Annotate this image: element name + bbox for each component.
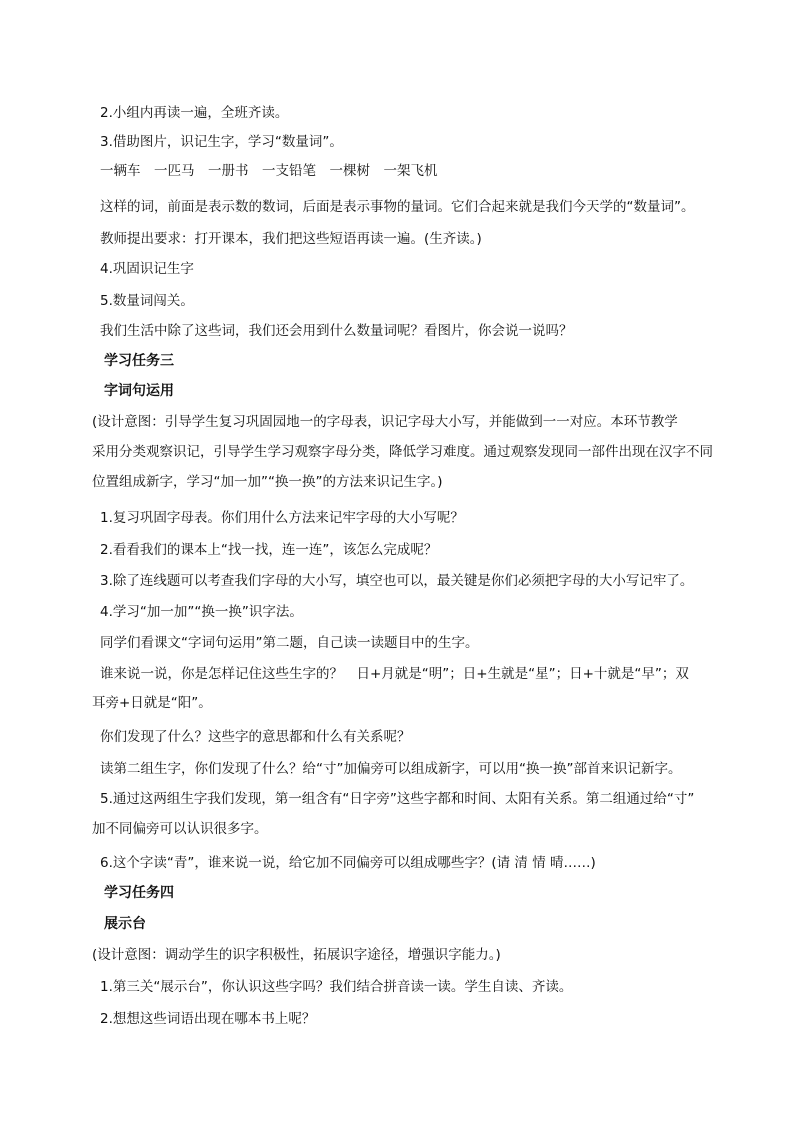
text-line: 2.看看我们的课本上“找一找，连一连”，该怎么完成呢？ [100, 542, 438, 558]
text-line: 4.巩固识记生字 [100, 261, 194, 277]
text-line: 3.除了连线题可以考查我们字母的大小写，填空也可以，最关键是你们必须把字母的大小写记牢了。 [100, 573, 694, 589]
text-line: 1.第三关“展示台”，你认识这些字吗？我们结合拼音读一读。学生自读、齐读。 [100, 979, 573, 995]
section-heading: 学习任务三 [104, 353, 174, 369]
text-line: 教师提出要求：打开课本，我们把这些短语再读一遍。(生齐读。) [100, 231, 482, 247]
section-subheading: 展示台 [104, 916, 146, 932]
text-line: 这样的词，前面是表示数的数词，后面是表示事物的量词。它们合起来就是我们今天学的“数量词”。 [100, 199, 695, 215]
text-line: 2.小组内再读一遍，全班齐读。 [100, 105, 289, 121]
text-line: 你们发现了什么？这些字的意思都和什么有关系呢？ [100, 729, 411, 745]
text-line: 一辆车 一匹马 一册书 一支铅笔 一棵树 一架飞机 [100, 163, 438, 179]
text-line: 我们生活中除了这些词，我们还会用到什么数量词呢？看图片，你会说一说吗？ [100, 323, 573, 339]
text-line: 1.复习巩固字母表。你们用什么方法来记牢字母的大小写呢？ [100, 510, 464, 526]
text-line: 读第二组生字，你们发现了什么？给“寸”加偏旁可以组成新字，可以用“换一换”部首来识记新字。 [100, 761, 682, 777]
text-line: 谁来说一说，你是怎样记住这些生字的？ 日+月就是“明”；日+生就是“星”；日+十就是“早”；双 [100, 666, 689, 682]
text-line: 3.借助图片，识记生字，学习“数量词”。 [100, 134, 343, 150]
text-line: 位置组成新字，学习“加一加”“换一换”的方法来识记生字。) [92, 474, 443, 490]
section-heading: 学习任务四 [104, 885, 174, 901]
text-line: 2.想想这些词语出现在哪本书上呢？ [100, 1011, 316, 1027]
text-line: 采用分类观察识记，引导学生学习观察字母分类，降低学习难度。通过观察发现同一部件出现在汉字不同 [92, 444, 713, 460]
text-line: 耳旁+日就是“阳”。 [92, 695, 212, 711]
text-line: 5.数量词闯关。 [100, 293, 194, 309]
text-line: 同学们看课文“字词句运用”第二题，自己读一读题目中的生字。 [100, 635, 479, 651]
text-line: (设计意图：调动学生的识字积极性，拓展识字途径，增强识字能力。) [92, 947, 501, 963]
text-line: (设计意图：引导学生复习巩固园地一的字母表，识记字母大小写，并能做到一一对应。本环节教学 [92, 414, 678, 430]
text-line: 4.学习“加一加”“换一换”识字法。 [100, 604, 303, 620]
text-line: 6.这个字读“青”，谁来说一说，给它加不同偏旁可以组成哪些字？(请 清 情 晴……) [100, 855, 596, 871]
text-line: 5.通过这两组生字我们发现，第一组含有“日字旁”这些字都和时间、太阳有关系。第二组通过给“寸” [100, 791, 695, 807]
text-line: 加不同偏旁可以认识很多字。 [92, 821, 268, 837]
section-subheading: 字词句运用 [104, 383, 174, 399]
